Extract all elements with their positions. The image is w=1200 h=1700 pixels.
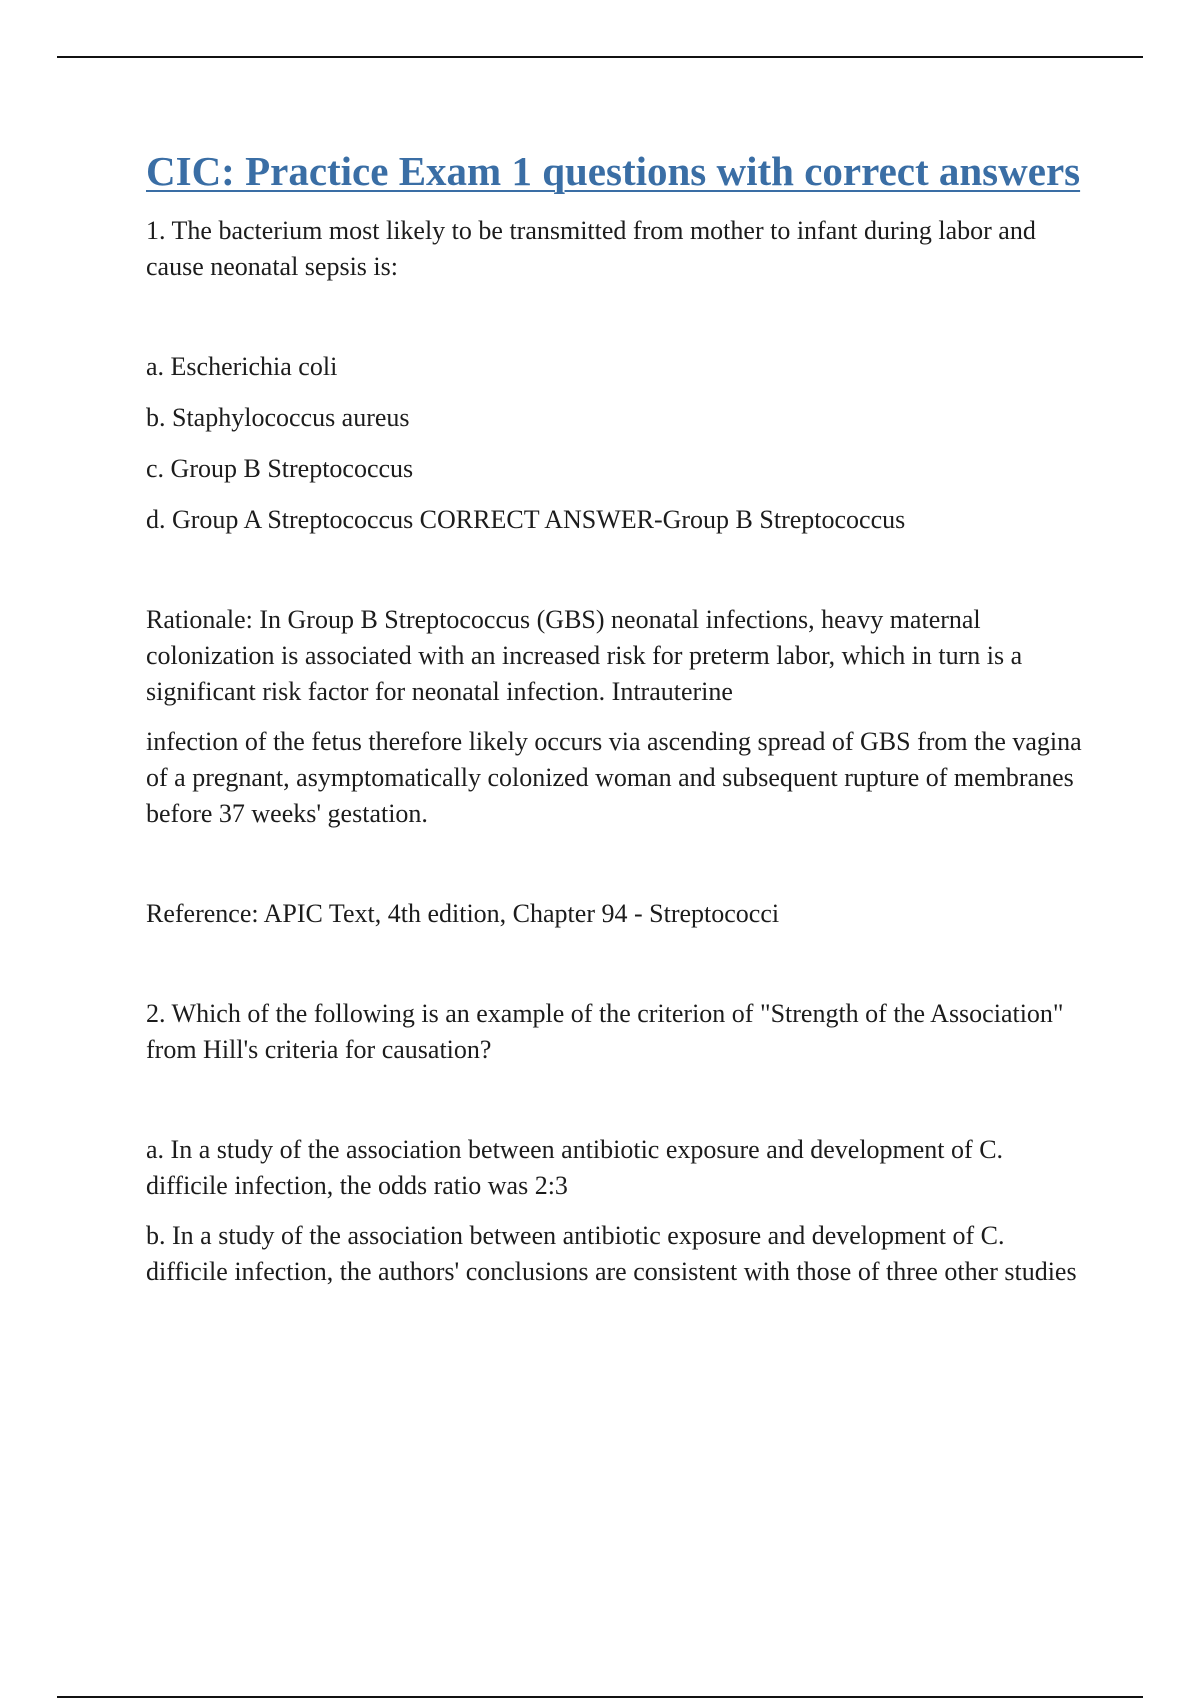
question-1-option-d: d. Group A Streptococcus CORRECT ANSWER-Group B Streptococcus xyxy=(146,505,906,534)
question-1-reference: Reference: APIC Text, 4th edition, Chapter 94 - Streptococci xyxy=(146,899,780,928)
question-2-option-a: a. In a study of the association between antibiotic exposure and development of C. difficile infection, the odds ratio was 2:3 xyxy=(146,1135,1004,1200)
question-1-option-a: a. Escherichia coli xyxy=(146,352,338,381)
question-1-stem: 1. The bacterium most likely to be transmitted from mother to infant during labor and cause neonatal sepsis is: xyxy=(146,216,1036,281)
document-title: CIC: Practice Exam 1 questions with correct answers xyxy=(146,148,1081,194)
question-1-option-b: b. Staphylococcus aureus xyxy=(146,403,410,432)
header-divider xyxy=(57,56,1143,58)
question-1-rationale-part1: Rationale: In Group B Streptococcus (GBS) neonatal infections, heavy maternal colonization is associated with an increased risk for preterm labor, which in turn is a significant risk factor for neonatal infection. Intrauterine xyxy=(146,605,1023,706)
question-2-option-b: b. In a study of the association between antibiotic exposure and development of C. difficile infection, the authors' conclusions are consistent with those of three other studies xyxy=(146,1221,1077,1286)
footer-divider xyxy=(57,1696,1143,1698)
question-1-option-c: c. Group B Streptococcus xyxy=(146,454,414,483)
question-2-stem: 2. Which of the following is an example of the criterion of "Strength of the Association" from Hill's criteria for causation? xyxy=(146,999,1064,1064)
document-body xyxy=(146,143,1086,1290)
question-1-rationale-part2: infection of the fetus therefore likely occurs via ascending spread of GBS from the vagina of a pregnant, asymptomatically colonized woman and subsequent rupture of membranes before 37 weeks' gestation. xyxy=(146,727,1082,828)
